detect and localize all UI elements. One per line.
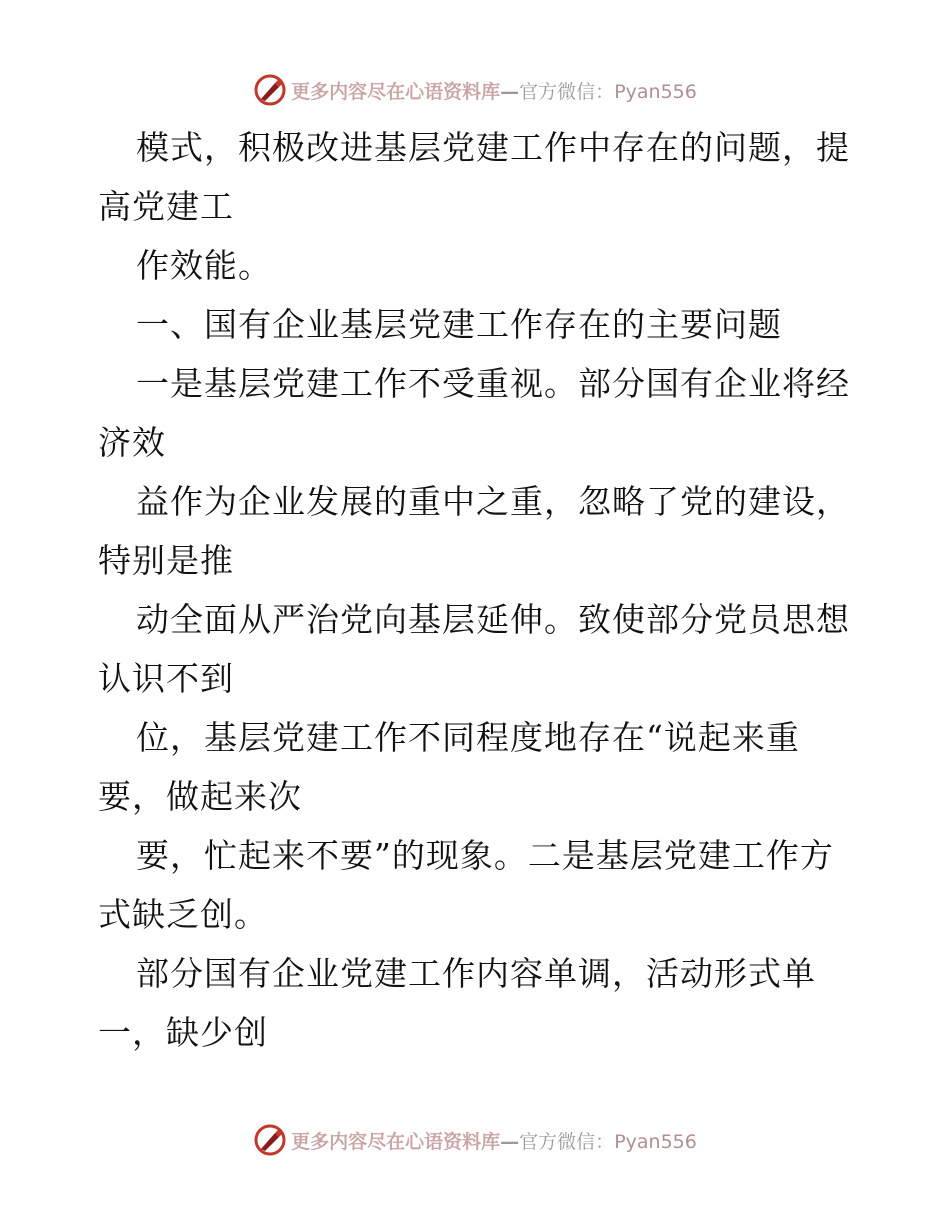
text-line: 高党建工: [98, 187, 234, 226]
text-line: 部分国有企业党建工作内容单调，活动形式单: [136, 954, 816, 993]
banner-site-text: 更多内容尽在心语资料库: [291, 1130, 501, 1153]
document-body: [98, 118, 858, 1062]
banner-wechat-id: Pyan556: [614, 80, 697, 103]
text-line: 模式，积极改进基层党建工作中存在的问题，提: [136, 128, 850, 167]
banner-site-text: 更多内容尽在心语资料库: [291, 80, 501, 103]
text-line: 益作为企业发展的重中之重，忽略了党的建设，: [136, 482, 850, 521]
banner-wechat-label: 官方微信：: [519, 80, 615, 103]
banner-dash: —: [500, 1130, 520, 1153]
text-line: 一是基层党建工作不受重视。部分国有企业将经: [136, 364, 850, 403]
text-line: 要，忙起来不要”的现象。二是基层党建工作方: [136, 836, 834, 875]
text-line: 式缺乏创。: [98, 895, 268, 934]
text-line: 特别是推: [98, 541, 234, 580]
pen-nib-logo-icon: [253, 73, 287, 107]
banner-text: [291, 1127, 697, 1154]
header-banner: [0, 70, 950, 110]
pen-nib-logo-icon: [253, 1123, 287, 1157]
text-line: 认识不到: [98, 659, 234, 698]
banner-wechat-label: 官方微信：: [519, 1130, 615, 1153]
text-line: 一，缺少创: [98, 1013, 268, 1052]
text-line: 要，做起来次: [98, 777, 302, 816]
text-line: 济效: [98, 423, 166, 462]
banner-wechat-id: Pyan556: [614, 1130, 697, 1153]
banner-dash: —: [500, 80, 520, 103]
text-line: 位，基层党建工作不同程度地存在“说起来重: [136, 718, 800, 757]
footer-banner: [0, 1120, 950, 1160]
text-line: 作效能。: [136, 246, 272, 285]
banner-text: [291, 77, 697, 104]
section-heading: 一、国有企业基层党建工作存在的主要问题: [136, 305, 782, 344]
text-line: 动全面从严治党向基层延伸。致使部分党员思想: [136, 600, 850, 639]
